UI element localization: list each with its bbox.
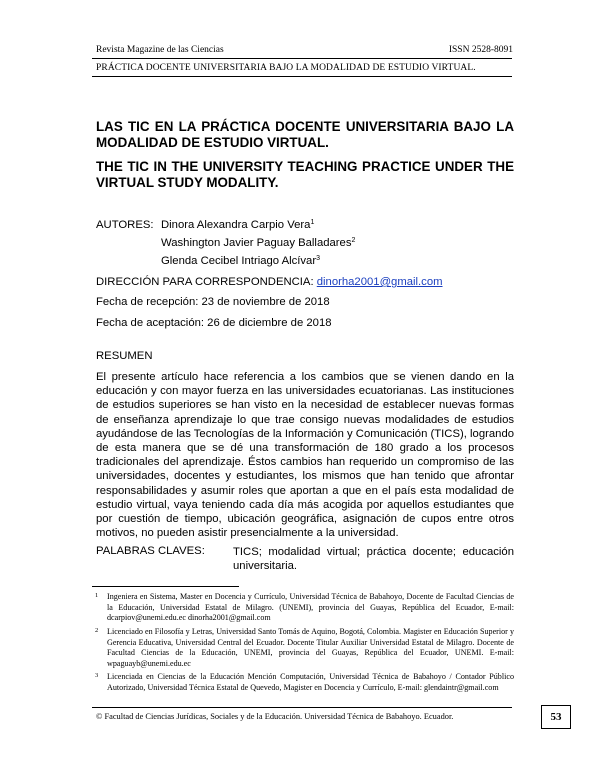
- header-rule: [92, 58, 512, 59]
- footnote-number: 2: [95, 627, 99, 634]
- footnote-number: 3: [95, 672, 99, 679]
- author-3: [161, 254, 320, 268]
- footnote-text: Ingeniera en Sistema, Master en Docencia y Currículo, Universidad Técnica de Babahoyo, Docente de Facultad Ciencias de la Educación, Universidad Estatal de Milagro. (UNEMI), provincia del Guayas, República del Ecuador, E-mail: dcarpiov@unemi.edu.ec dinorha2001@gmail.com: [107, 592, 514, 623]
- title-spanish: LAS TIC EN LA PRÁCTICA DOCENTE UNIVERSITARIA BAJO LA MODALIDAD DE ESTUDIO VIRTUAL.: [96, 119, 514, 150]
- footer-rule: [92, 707, 512, 708]
- abstract-heading: RESUMEN: [96, 350, 153, 362]
- author-ref: 1: [310, 219, 315, 226]
- correspondence-email-link[interactable]: dinorha2001@gmail.com: [316, 276, 443, 288]
- author-ref: 2: [351, 237, 356, 244]
- keywords-label: PALABRAS CLAVES:: [96, 545, 205, 557]
- footnote-number: 1: [95, 592, 99, 599]
- correspondence: [96, 275, 443, 289]
- page-number: 53: [541, 705, 571, 729]
- title-english: THE TIC IN THE UNIVERSITY TEACHING PRACTICE UNDER THE VIRTUAL STUDY MODALITY.: [96, 159, 514, 190]
- footnote-1: [95, 592, 514, 624]
- footnote-text: Licenciada en Ciencias de la Educación Mención Computación, Universidad Técnica de Babahoyo / Contador Público Autorizado, Universidad Técnica Estatal de Quevedo, Magister en Docencia y Currículo, E-mail: glendaintr@gmail.com: [107, 672, 514, 692]
- issn: ISSN 2528-8091: [448, 45, 513, 55]
- correspondence-label: DIRECCIÓN PARA CORRESPONDENCIA:: [96, 276, 314, 288]
- footnote-text: Licenciado en Filosofía y Letras, Universidad Santo Tomás de Aquino, Bogotá, Colombia. Magister en Educación Superior y Gerencia Educativa, Universidad Central del Ecuador. Docente Titular Auxiliar Universidad Estatal de Milagro. Docente de Facultad Ciencias de la Educación, UNEMI, provincia del Guayas, República del Ecuador, UNEMI. E-mail: wpaguayb@unemi.edu.ec: [107, 627, 514, 668]
- footer-text: © Facultad de Ciencias Jurídicas, Sociales y de la Educación. Universidad Técnica de Babahoyo. Ecuador.: [96, 712, 454, 721]
- abstract-text: El presente artículo hace referencia a los cambios que se vienen dando en la educación y con mayor fuerza en las universidades ecuatorianas. Las instituciones de estudios superiores se han visto en la necesidad de establecer nuevas formas de enseñanza aprendizaje lo que trae consigo nuevas modalidades de estudios ayudándose de las Tecnologías de la Información y Comunicación (TICS), logrando de esta manera que se dé una transformación de 180 grado a los procesos tradicionales del aprendizaje. Éstos cambios han requerido un compromiso de las universidades, docentes y estudiantes, los mismos que han tenido que afrontar responsabilidades y asumir roles que aportan a que en el país esta modalidad de estudio virtual, vaya teniendo cada día más acogida por aquellos estudiantes que por cuestión de tiempo, ubicación geográfica, asignación de cupos entre otros motivos, no pueden asistir presencialmente a la universidad.: [96, 371, 515, 540]
- received-date: Fecha de recepción: 23 de noviembre de 2018: [96, 296, 330, 308]
- footnote-2: [95, 627, 514, 669]
- author-name: Dinora Alexandra Carpio Vera: [161, 219, 311, 231]
- header-rule-bottom: [92, 76, 512, 77]
- running-title: PRÁCTICA DOCENTE UNIVERSITARIA BAJO LA MODALIDAD DE ESTUDIO VIRTUAL.: [96, 63, 476, 73]
- authors-label: AUTORES:: [96, 219, 154, 231]
- author-2: [161, 236, 355, 250]
- journal-name: Revista Magazine de las Ciencias: [96, 45, 224, 55]
- author-ref: 3: [316, 255, 321, 262]
- footnote-3: [95, 672, 514, 693]
- keywords-text: TICS; modalidad virtual; práctica docente; educación universitaria.: [233, 546, 514, 572]
- author-name: Washington Javier Paguay Balladares: [161, 237, 352, 249]
- author-1: [161, 218, 314, 232]
- author-name: Glenda Cecibel Intriago Alcívar: [161, 255, 317, 267]
- footnote-rule: [92, 586, 239, 587]
- accepted-date: Fecha de aceptación: 26 de diciembre de 2018: [96, 317, 332, 329]
